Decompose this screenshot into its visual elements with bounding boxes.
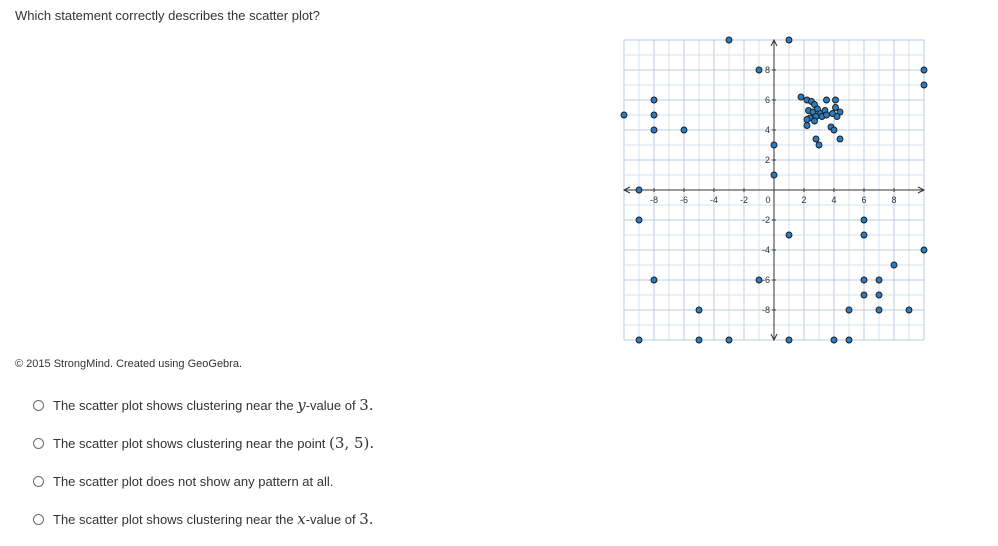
scatter-point: [786, 337, 792, 343]
scatter-point: [786, 232, 792, 238]
scatter-point: [771, 142, 777, 148]
scatter-point: [921, 82, 927, 88]
scatter-point: [816, 142, 822, 148]
choice-4-text: The scatter plot shows clustering near the x-value of 3.: [53, 510, 374, 528]
scatter-point: [756, 277, 762, 283]
y-tick-label: -4: [761, 245, 770, 255]
scatter-point: [756, 67, 762, 73]
x-tick-label: -8: [649, 195, 659, 205]
x-tick-label: -4: [709, 195, 719, 205]
scatter-point: [636, 337, 642, 343]
scatter-point: [651, 112, 657, 118]
scatter-point: [846, 307, 852, 313]
scatter-point: [651, 97, 657, 103]
scatter-point: [681, 127, 687, 133]
scatter-point: [804, 123, 810, 129]
scatter-point: [831, 337, 837, 343]
scatter-point: [876, 307, 882, 313]
x-tick-label: 8: [891, 195, 897, 205]
scatter-point: [846, 337, 852, 343]
scatter-point: [876, 292, 882, 298]
scatter-point: [834, 114, 840, 120]
y-tick-label: -2: [761, 215, 770, 225]
scatter-point: [906, 307, 912, 313]
scatter-point: [804, 117, 810, 123]
radio-button-icon[interactable]: [33, 400, 44, 411]
x-tick-label: -6: [679, 195, 689, 205]
scatter-point: [651, 277, 657, 283]
scatter-point: [786, 37, 792, 43]
y-tick-label: 2: [764, 155, 770, 165]
scatter-point: [824, 97, 830, 103]
scatter-plot: [624, 40, 924, 340]
scatter-point: [696, 307, 702, 313]
scatter-point: [837, 136, 843, 142]
radio-button-icon[interactable]: [33, 476, 44, 487]
credit-text: © 2015 StrongMind. Created using GeoGebra.: [15, 358, 243, 370]
y-tick-label: 8: [764, 65, 770, 75]
y-tick-label: -6: [761, 275, 770, 285]
scatter-point: [651, 127, 657, 133]
choice-1[interactable]: [33, 394, 374, 416]
scatter-point: [726, 37, 732, 43]
x-tick-label: 4: [831, 195, 837, 205]
scatter-plot-svg: [624, 40, 924, 340]
question-text: Which statement correctly describes the scatter plot?: [15, 8, 320, 23]
x-tick-label: -2: [739, 195, 749, 205]
y-tick-label: 6: [764, 95, 770, 105]
scatter-point: [861, 292, 867, 298]
scatter-point: [861, 277, 867, 283]
x-tick-label: 0: [765, 195, 771, 205]
scatter-point: [921, 67, 927, 73]
choice-4[interactable]: [33, 508, 374, 530]
choice-2[interactable]: [33, 432, 374, 454]
radio-button-icon[interactable]: [33, 514, 44, 525]
scatter-point: [824, 112, 830, 118]
scatter-point: [636, 187, 642, 193]
x-tick-label: 6: [861, 195, 867, 205]
x-tick-label: 2: [801, 195, 807, 205]
scatter-point: [813, 136, 819, 142]
choice-3[interactable]: [33, 470, 374, 492]
scatter-point: [798, 94, 804, 100]
answer-choices: [33, 394, 374, 546]
scatter-point: [726, 337, 732, 343]
choice-2-text: The scatter plot shows clustering near the point (3, 5).: [53, 434, 375, 452]
scatter-point: [831, 127, 837, 133]
scatter-point: [921, 247, 927, 253]
choice-3-text: The scatter plot does not show any pattern at all.: [53, 474, 334, 489]
scatter-point: [891, 262, 897, 268]
scatter-point: [771, 172, 777, 178]
y-tick-label: 4: [764, 125, 770, 135]
scatter-point: [636, 217, 642, 223]
scatter-point: [876, 277, 882, 283]
choice-1-text: The scatter plot shows clustering near the y-value of 3.: [53, 396, 374, 414]
scatter-point: [696, 337, 702, 343]
scatter-point: [621, 112, 627, 118]
scatter-point: [833, 97, 839, 103]
scatter-point: [861, 217, 867, 223]
y-tick-label: -8: [761, 305, 770, 315]
scatter-point: [861, 232, 867, 238]
radio-button-icon[interactable]: [33, 438, 44, 449]
scatter-point: [812, 118, 818, 124]
